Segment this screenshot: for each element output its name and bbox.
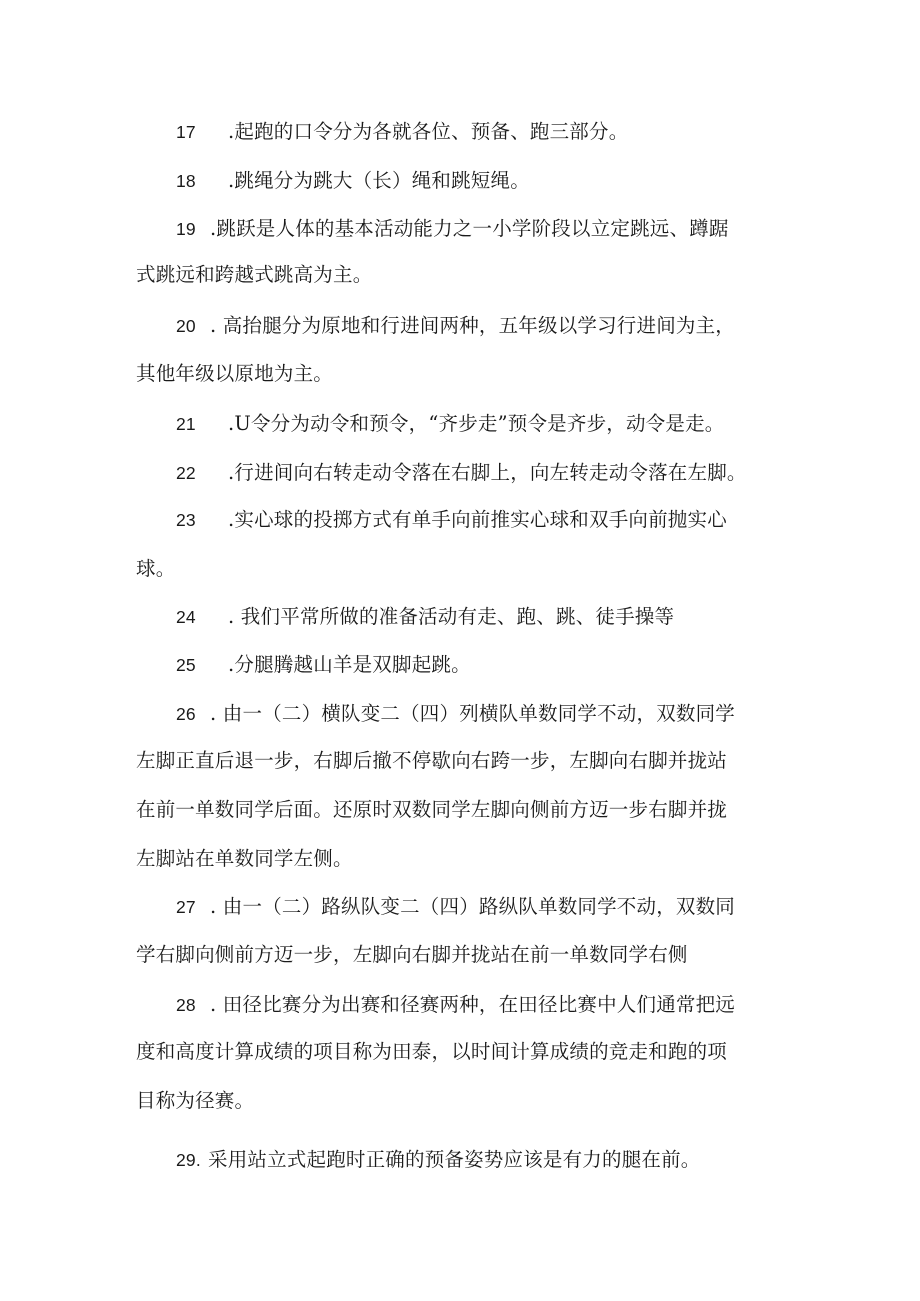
item-text: . 由一（二）横队变二（四）列横队单数同学不动，双数同学: [210, 702, 735, 725]
item-text: .分腿腾越山羊是双脚起跳。: [228, 653, 471, 676]
list-item-28-cont: [0, 1032, 920, 1072]
list-item-19: [0, 209, 920, 249]
item-number: 27: [176, 897, 196, 917]
item-number: 23: [176, 510, 196, 530]
item-number: 20: [176, 316, 196, 336]
item-text: .实心球的投掷方式有单手向前推实心球和双手向前抛实心: [228, 508, 727, 531]
item-text-continuation: 其他年级以原地为主。: [136, 362, 334, 385]
list-item-22: [0, 453, 920, 493]
list-item-26: [0, 694, 920, 734]
list-item-26-cont: [0, 839, 920, 879]
list-item-28: [0, 985, 920, 1025]
list-item-19-cont: [0, 255, 920, 295]
item-text: .U令分为动令和预令，“齐步走”预令是齐步，动令是走。: [228, 412, 725, 435]
item-number: 29.: [176, 1150, 201, 1170]
item-text-continuation: 目称为径赛。: [136, 1089, 255, 1112]
item-number: 19: [176, 219, 196, 239]
item-text: .跳跃是人体的基本活动能力之一小学阶段以立定跳远、蹲踞: [210, 217, 729, 240]
list-item-26-cont: [0, 790, 920, 830]
list-item-23-cont: [0, 549, 920, 589]
item-text-continuation: 学右脚向侧前方迈一步，左脚向右脚并拢站在前一单数同学右侧: [136, 943, 688, 966]
list-item-29: [0, 1140, 920, 1180]
item-text-continuation: 左脚正直后退一步，右脚后撤不停歇向右跨一步，左脚向右脚并拢站: [136, 749, 728, 772]
item-text: .跳绳分为跳大（长）绳和跳短绳。: [228, 169, 530, 192]
item-number: 22: [176, 463, 196, 483]
item-number: 18: [176, 171, 196, 191]
list-item-27: [0, 887, 920, 927]
item-text-continuation: 球。: [136, 557, 176, 580]
item-text-continuation: 在前一单数同学后面。还原时双数同学左脚向侧前方迈一步右脚并拢: [136, 798, 728, 821]
item-text: . 我们平常所做的准备活动有走、跑、跳、徒手操等: [228, 605, 675, 628]
item-text: 采用站立式起跑时正确的预备姿势应该是有力的腿在前。: [208, 1148, 701, 1171]
item-text-continuation: 度和高度计算成绩的项目称为田泰，以时间计算成绩的竞走和跑的项: [136, 1040, 728, 1063]
list-item-17: [0, 112, 920, 152]
list-item-24: [0, 597, 920, 637]
list-item-23: [0, 500, 920, 540]
item-number: 21: [176, 414, 196, 434]
list-item-25: [0, 645, 920, 685]
item-text-continuation: 式跳远和跨越式跳高为主。: [136, 263, 373, 286]
list-item-20-cont: [0, 354, 920, 394]
item-number: 28: [176, 995, 196, 1015]
item-text: .行进间向右转走动令落在右脚上，向左转走动令落在左脚。: [228, 461, 747, 484]
list-item-28-cont: [0, 1081, 920, 1121]
list-item-26-cont: [0, 741, 920, 781]
item-text: . 高抬腿分为原地和行进间两种，五年级以学习行进间为主，: [210, 314, 735, 337]
item-text: . 田径比赛分为出赛和径赛两种，在田径比赛中人们通常把远: [210, 993, 735, 1016]
list-item-21: [0, 404, 920, 444]
list-item-18: [0, 161, 920, 201]
item-text: . 由一（二）路纵队变二（四）路纵队单数同学不动，双数同: [210, 895, 735, 918]
list-item-27-cont: [0, 935, 920, 975]
item-number: 25: [176, 655, 196, 675]
item-number: 24: [176, 607, 196, 627]
item-number: 26: [176, 704, 196, 724]
item-text-continuation: 左脚站在单数同学左侧。: [136, 847, 353, 870]
item-number: 17: [176, 122, 196, 142]
list-item-20: [0, 306, 920, 346]
item-text: .起跑的口令分为各就各位、预备、跑三部分。: [228, 120, 629, 143]
